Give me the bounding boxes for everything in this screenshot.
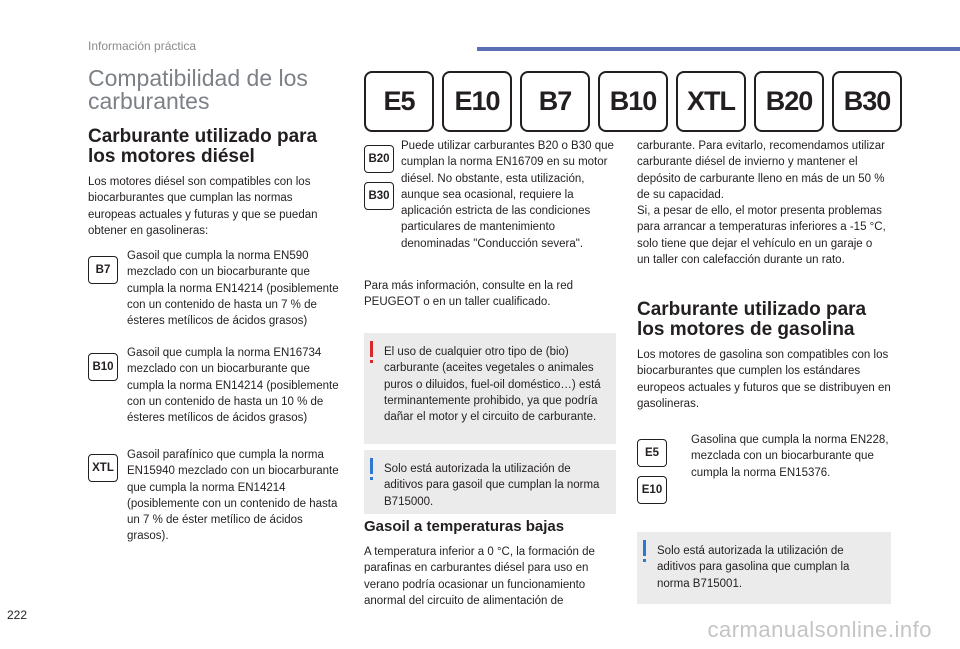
- petrol-intro: Los motores de gasolina son compatibles con los biocarburantes que cumplen los estándares europeos actuales y futuros que se distribuyen en gasolineras.: [637, 349, 891, 410]
- badge-xtl: XTL: [88, 454, 118, 482]
- fuel-label-b30: B30: [832, 71, 902, 132]
- diesel-heading: Carburante utilizado para los motores diésel: [88, 126, 318, 167]
- badge-b30: B30: [364, 182, 394, 210]
- watermark: carmanualsonline.info: [707, 617, 932, 642]
- diesel-intro: Los motores diésel son compatibles con los biocarburantes que cumplan las normas europeas actuales y futuras y que se puedan obtener en gasolineras:: [88, 176, 318, 237]
- badge-b7: B7: [88, 256, 118, 284]
- fuel-label-e5: E5: [364, 71, 434, 132]
- header-rule: [477, 47, 960, 51]
- badge-e5: E5: [637, 439, 667, 467]
- fuel-label-b10: B10: [598, 71, 668, 132]
- diesel-item-b10: Gasoil que cumpla la norma EN16734 mezclado con un biocarburante que cumpla la norma EN14214 (posiblemente con un contenido de hasta un 10 % de ésteres metílicos de ácidos grasos): [127, 347, 339, 425]
- petrol-heading: Carburante utilizado para los motores de gasolina: [637, 299, 867, 340]
- cold-heading: Gasoil a temperaturas bajas: [364, 518, 565, 535]
- b20-b30-text: Puede utilizar carburantes B20 o B30 que cumplan la norma EN16709 en su motor diésel. No obstante, esta utilización, aunque sea ocasional, requiere la aplicación estricta de las condiciones particulares de mantenimiento denominadas "Conducción severa".: [401, 140, 614, 250]
- badge-b20: B20: [364, 145, 394, 173]
- petrol-item-text: Gasolina que cumpla la norma EN228, mezclada con un biocarburante que cumpla la norma EN15376.: [691, 434, 889, 479]
- info-mark-icon: [370, 458, 373, 474]
- fuel-label-xtl: XTL: [676, 71, 746, 132]
- warning-note: [364, 333, 616, 444]
- fuel-label-b7: B7: [520, 71, 590, 132]
- petrol-info-note-text: Solo está autorizada la utilización de aditivos para gasolina que cumplan la norma B715001.: [657, 545, 850, 590]
- petrol-info-mark-icon: [643, 540, 646, 556]
- page-number: 222: [7, 608, 28, 622]
- fuel-label-e10: E10: [442, 71, 512, 132]
- diesel-item-xtl: Gasoil parafínico que cumpla la norma EN15940 mezclado con un biocarburante que cumpla la norma EN14214 (posiblemente con un contenido de hasta un 7 % de éster metílico de ácidos grasos).: [127, 449, 339, 543]
- badge-e10: E10: [637, 476, 667, 504]
- cold-continuation: carburante. Para evitarlo, recomendamos utilizar carburante diésel de invierno y mantener el depósito de carburante lleno en más de un 50 % de su capacidad.: [637, 140, 886, 201]
- diesel-info-note-text: Solo está autorizada la utilización de aditivos para gasoil que cumplan la norma B715000.: [384, 463, 600, 508]
- fuel-label-row: [364, 71, 902, 132]
- petrol-info-mark-dot: [643, 559, 646, 562]
- warning-mark-icon: [370, 341, 373, 357]
- petrol-info-note: [637, 532, 891, 604]
- diesel-item-b7: Gasoil que cumpla la norma EN590 mezclado con un biocarburante que cumpla la norma EN14214 (posiblemente con un contenido de hasta un 7 % de ésteres metílicos de ácidos grasos): [127, 250, 339, 328]
- warning-mark-dot: [370, 360, 373, 363]
- fuel-label-b20: B20: [754, 71, 824, 132]
- diesel-info-note: [364, 450, 616, 514]
- info-mark-dot: [370, 477, 373, 480]
- more-info-text: Para más información, consulte en la red PEUGEOT o en un taller cualificado.: [364, 280, 574, 309]
- badge-b10: B10: [88, 353, 118, 381]
- cold-advice: Si, a pesar de ello, el motor presenta problemas para arrancar a temperaturas inferiores a -15 °C, solo tiene que dejar el vehículo en un garaje o un taller con calefacción durante un rato.: [637, 205, 886, 266]
- cold-text: A temperatura inferior a 0 °C, la formación de parafinas en carburantes diésel para uso en verano podría ocasionar un funcionamiento anormal del circuito de alimentación de: [364, 546, 595, 607]
- page-title: Compatibilidad de los carburantes: [88, 65, 308, 114]
- warning-note-text: El uso de cualquier otro tipo de (bio) carburante (aceites vegetales o animales puros o diluidos, fuel-oil doméstico…) está terminantemente prohibido, ya que podría dañar el motor y el circuito de carburante.: [384, 346, 601, 424]
- section-header: Información práctica: [88, 39, 197, 53]
